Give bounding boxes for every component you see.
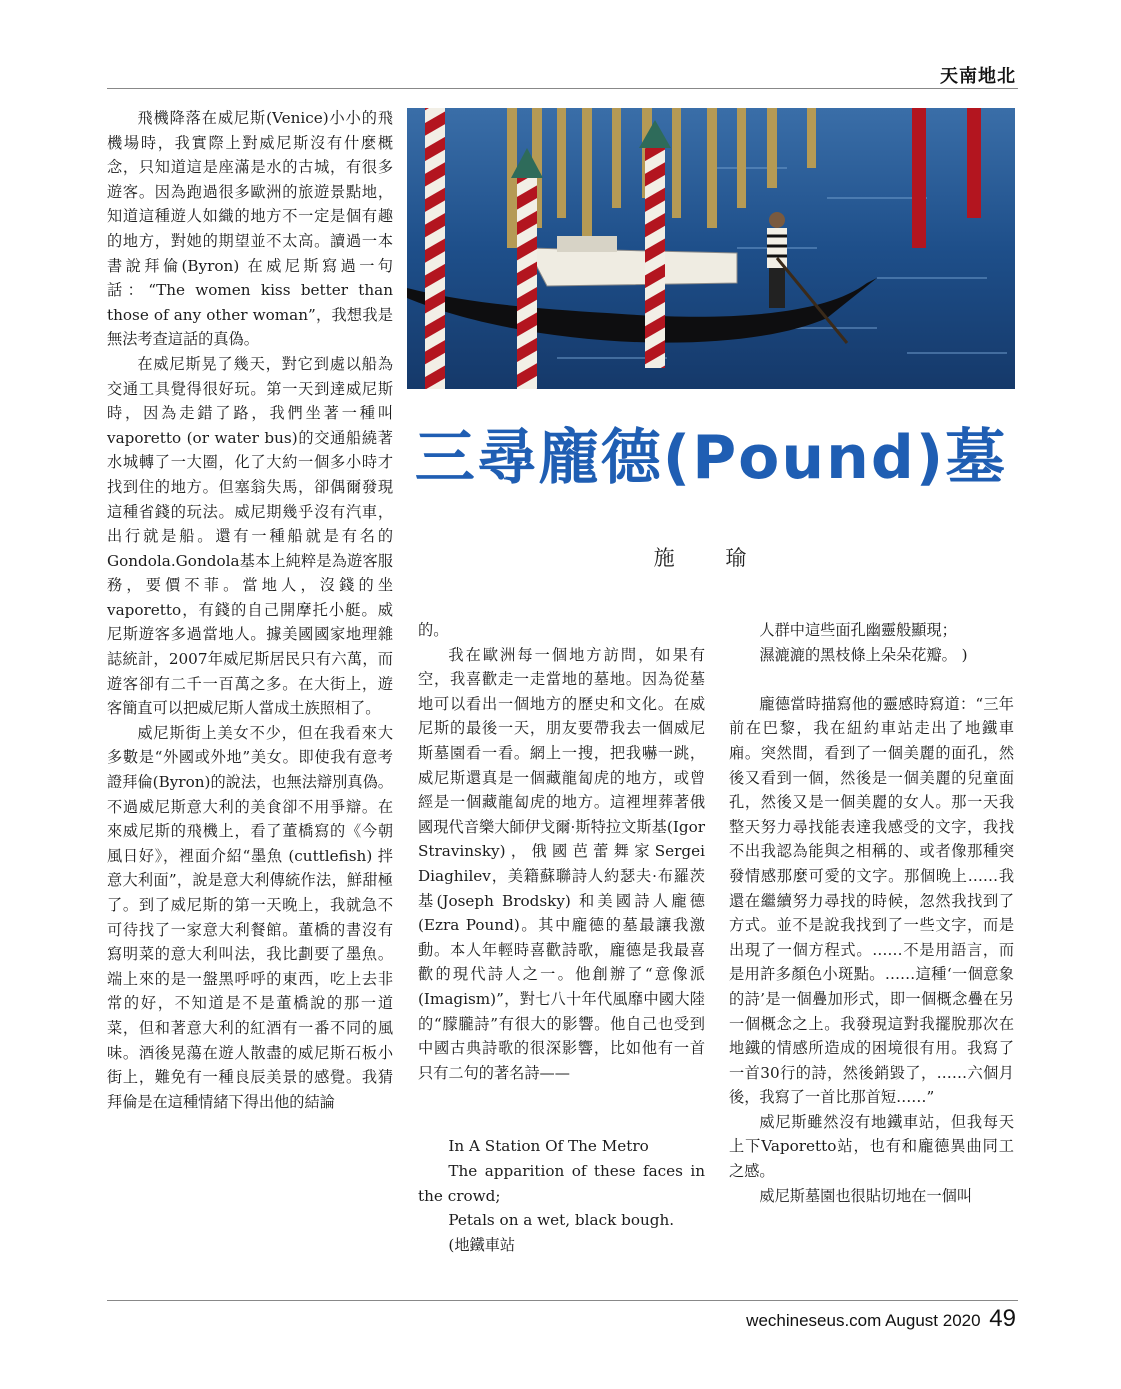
- text-column-2: [418, 618, 705, 1257]
- article-author: 施 瑜: [653, 546, 769, 570]
- poem-translation-line: 人群中這些面孔幽靈般顯現；: [759, 621, 957, 639]
- page-footer: [746, 1305, 1016, 1333]
- footer-rule: [107, 1300, 1018, 1301]
- poem-line: The apparition of these faces in the crowd;: [418, 1162, 705, 1205]
- paragraph: 飛機降落在威尼斯(Venice)小小的飛機場時，我實際上對威尼斯沒有什麼概念，只知道這是座滿是水的古城，有很多遊客。因為跑過很多歐洲的旅遊景點地，知道這種遊人如織的地方不一定是個有趣的地方，對她的期望並不太高。讀過一本書說拜倫(Byron) 在威尼斯寫過一句話：“The women kiss better than those of any other woman”，我想我是無法考查這話的真偽。: [107, 109, 393, 349]
- paragraph: 我在歐洲每一個地方訪問，如果有空，我喜歡走一走當地的墓地。因為從墓地可以看出一個地方的歷史和文化。在威尼斯的最後一天，朋友要帶我去一個威尼斯墓園看一看。網上一搜，把我嚇一跳，威尼斯還真是一個藏龍匐虎的地方，或曾經是一個藏龍匐虎的地方。這裡埋葬著俄國現代音樂大師伊戈爾·斯特拉文斯基(Igor Stravinsky)，俄國芭蕾舞家Sergei Diaghilev，美籍蘇聯詩人約瑟夫·布羅茨基(Joseph Brodsky) 和美國詩人龐德(Ezra Pound)。其中龐德的墓最讓我激動。本人年輕時喜歡詩歌，龐德是我最喜歡的現代詩人之一。他創辦了“意像派 (Imagism)”，對七八十年代風靡中國大陸的“朦朧詩”有很大的影響。他自己也受到中國古典詩歌的很深影響，比如他有一首只有二句的著名詩——: [418, 645, 705, 1082]
- paragraph: 的。: [418, 621, 449, 639]
- poem-line: Petals on a wet, black bough.: [448, 1211, 675, 1230]
- paragraph: 龐德當時描寫他的靈感時寫道：“三年前在巴黎，我在紐約車站走出了地鐵車廂。突然間，看到了一個美麗的面孔，然後又看到一個，然後是一個美麗的兒童面孔，然後又是一個美麗的女人。那一天我整天努力尋找能表達我感受的文字，我找不出我認為能與之相稱的、或者像那種突發情感那麼可愛的文字。那個晚上……我還在繼續努力尋找的時候，忽然我找到了方式。並不是說我找到了一些文字，而是出現了一個方程式。……不是用語言，而是用許多顏色小斑點。……這種‘一個意象的詩’是一個疊加形式，即一個概念疊在另一個概念之上。我發現這對我擺脫那次在地鐵的情感所造成的困境很有用。我寫了一首30行的詩，然後銷毀了，……六個月後，我寫了一首比那首短……”: [729, 694, 1014, 1107]
- paragraph: 威尼斯街上美女不少，但在我看來大多數是“外國或外地”美女。即使我有意考證拜倫(Byron)的說法，也無法辯別真偽。不過威尼斯意大利的美食卻不用爭辯。在來威尼斯的飛機上，看了董橋寫的《今朝風日好》，裡面介紹“墨魚 (cuttlefish) 拌意大利面”，說是意大利傳統作法，鮮甜極了。到了威尼斯的第一天晚上，我就急不可待找了一家意大利餐館。董橋的書沒有寫明菜的意大利叫法，我比劃要了墨魚。端上來的是一盤黑呼呼的東西，吃上去非常的好，不知道是不是董橋說的那一道菜，但和著意大利的紅酒有一番不同的風味。酒後晃蕩在遊人散盡的威尼斯石板小街上，難免有一種良辰美景的感覺。我猜拜倫是在這種情緒下得出他的結論: [107, 723, 393, 1111]
- poem-translation-line: 濕漉漉的黑枝條上朵朵花瓣。 ): [759, 645, 968, 664]
- poem-title: In A Station Of The Metro: [448, 1137, 649, 1156]
- spacer: [418, 1110, 705, 1135]
- header-rule: [107, 88, 1018, 89]
- section-tag: 天南地北: [940, 66, 1016, 87]
- article-title: 三尋龐德(Pound)墓: [414, 423, 1008, 493]
- spacer: [729, 667, 1014, 692]
- page-number: 49: [989, 1305, 1016, 1332]
- venice-gondola-photo: [407, 108, 1015, 389]
- footer-site: wechineseus.com: [746, 1311, 882, 1330]
- paragraph: 在威尼斯晃了幾天，對它到處以船為交通工具覺得很好玩。第一天到達威尼斯時，因為走錯了路，我們坐著一種叫vaporetto (or water bus)的交通船繞著水城轉了一大圈，化了大約一個多小時才找到住的地方。但塞翁失馬，卻偶爾發現這種省錢的玩法。威尼期幾乎沒有汽車，出行就是船。還有一種船就是有名的Gondola.Gondola基本上純粹是為遊客服務，要價不菲。當地人，沒錢的坐vaporetto，有錢的自己開摩托小艇。威尼斯遊客多過當地人。據美國國家地理雜誌統計，2007年威尼斯居民只有六萬，而遊客卻有二千一百萬之多。在大街上，遊客簡直可以把威尼斯人當成土族照相了。: [107, 354, 393, 718]
- footer-issue: August 2020: [885, 1311, 981, 1330]
- spacer: [418, 1085, 705, 1110]
- paragraph: 威尼斯墓園也很貼切地在一個叫: [759, 1186, 973, 1205]
- paragraph: 威尼斯雖然沒有地鐵車站，但我每天上下Vaporetto站，也有和龐德異曲同工之感。: [729, 1112, 1014, 1181]
- text-column-3: [729, 618, 1014, 1208]
- text-column-1: [107, 106, 393, 1114]
- poem-translation-title: (地鐵車站: [448, 1235, 516, 1254]
